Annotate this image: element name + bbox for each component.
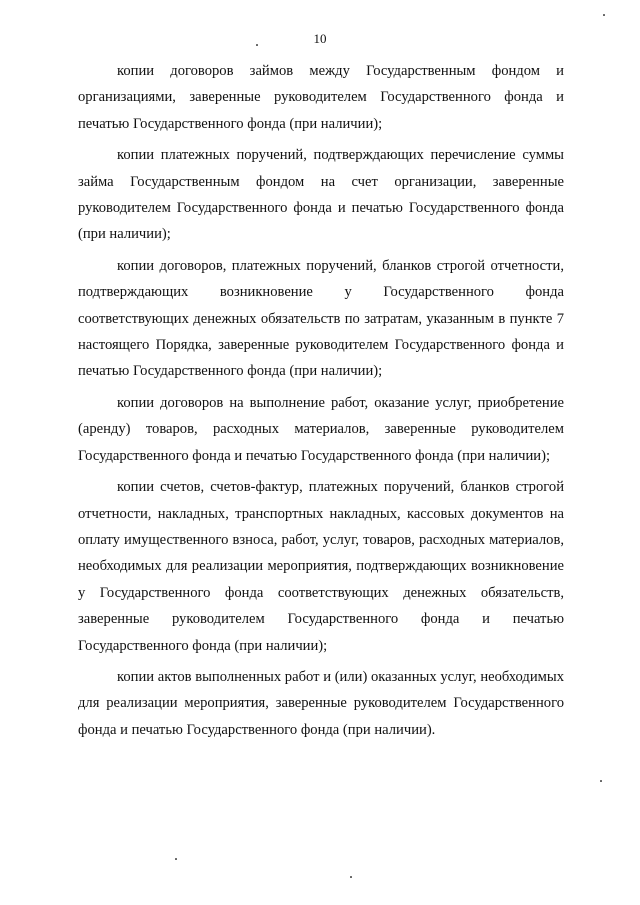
document-body [78, 58, 564, 748]
page-number: 10 [313, 31, 327, 46]
paragraph-payment-orders: копии платежных поручений, подтверждающих перечисление суммы займа Государственным фондом на счет организации, заверенные руководителем Государственного фонда и печатью Государственного фонда (при наличии); [78, 147, 564, 243]
paragraph-acts: копии актов выполненных работ и (или) оказанных услуг, необходимых для реализации мероприятия, заверенные руководителем Государственного фонда и печатью Государственного фонда (при наличии). [78, 668, 564, 738]
paragraph-work-contracts: копии договоров на выполнение работ, оказание услуг, приобретение (аренду) товаров, расходных материалов, заверенные руководителем Государственного фонда и печатью Государственного фонда (при наличии); [78, 394, 564, 464]
scan-speck [600, 780, 602, 782]
paragraph-invoices: копии счетов, счетов-фактур, платежных поручений, бланков строгой отчетности, накладных, транспортных накладных, кассовых документов на оплату имущественного взноса, работ, услуг, товаров, расходных материалов, необходимых для реализации мероприятия, подтверждающих возникновение у Государственного фонда соответствующих денежных обязательств, заверенные руководителем Государственного фонда и печатью Государственного фонда (при наличии); [78, 479, 564, 654]
scan-speck [256, 44, 258, 46]
paragraph-contracts-obligations: копии договоров, платежных поручений, бланков строгой отчетности, подтверждающих возникновение у Государственного фонда соответствующих денежных обязательств по затратам, указанным в пункте 7 настоящего Порядка, заверенные руководителем Государственного фонда и печатью Государственного фонда (при наличии); [78, 257, 564, 380]
scan-speck [350, 876, 352, 878]
scan-speck [175, 858, 177, 860]
scan-speck [603, 14, 605, 16]
paragraph-loan-agreements: копии договоров займов между Государственным фондом и организациями, заверенные руководителем Государственного фонда и печатью Государственного фонда (при наличии); [78, 63, 564, 132]
